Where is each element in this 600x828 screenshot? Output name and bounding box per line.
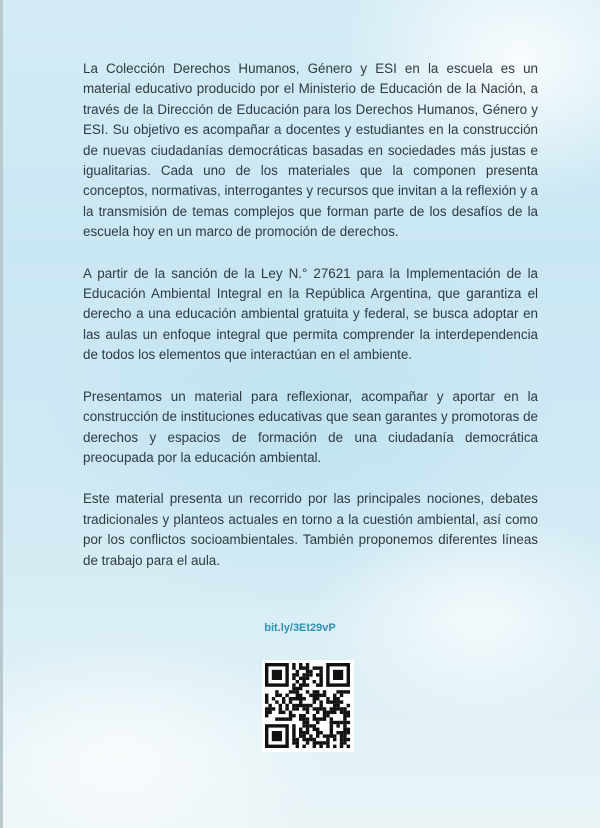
description-text-block — [83, 59, 538, 592]
paragraph-material-content: Este material presenta un recorrido por las principales nociones, debates tradicionales y planteos actuales en torno a la cuestión ambiental, así como por los conflictos socioambientales. También proponemos diferentes líneas de trabajo para el aula. — [83, 491, 538, 568]
qr-code-graphic — [262, 660, 354, 752]
short-link[interactable]: bit.ly/3Et29vP — [264, 622, 336, 634]
qr-code-icon[interactable] — [262, 660, 354, 752]
paragraph-collection-intro: La Colección Derechos Humanos, Género y ESI en la escuela es un material educativo producido por el Ministerio de Educación de la Nación, a través de la Dirección de Educación para los Derechos Humanos, Género y ESI. Su objetivo es acompañar a docentes y estudiantes en la construcción de nuevas ciudadanías democráticas basadas en sociedades más justas e igualitarias. Cada uno de los materiales que la componen presenta conceptos, normativas, interrogantes y recursos que invitan a la reflexión y a la transmisión de temas complejos que forman parte de los desafíos de la escuela hoy en un marco de promoción de derechos. — [83, 61, 538, 240]
paragraph-material-purpose: Presentamos un material para reflexionar, acompañar y aportar en la construcción de instituciones educativas que sean garantes y promotoras de derechos y espacios de formación de una ciudadanía democrática preocupada por la educación ambiental. — [83, 388, 538, 465]
paragraph-law-27621: A partir de la sanción de la Ley N.° 27621 para la Implementación de la Educación Ambiental Integral en la República Argentina, que garantiza el derecho a una educación ambiental gratuita y federal, se busca adoptar en las aulas un enfoque integral que permita comprender la interdependencia de todos los elementos que interactúan en el ambiente. — [83, 265, 538, 363]
